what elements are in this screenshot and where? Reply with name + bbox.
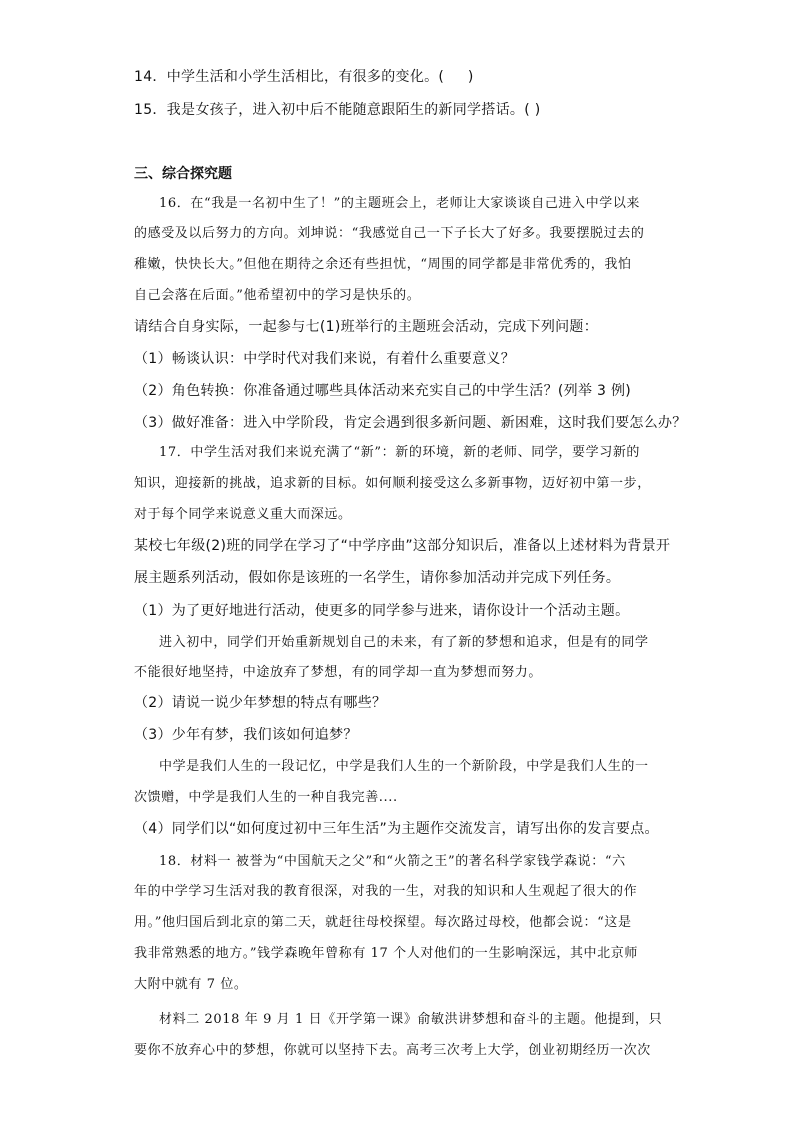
q16-sub-1: （1）畅谈认识：中学时代对我们来说，有着什么重要意义？ — [134, 351, 516, 367]
q16-material-line-1: 16．在“我是一名初中生了！”的主题班会上，老师让大家谈谈自己进入中学以来 — [159, 196, 641, 211]
q17-material3-line-1: 中学是我们人生的一段记忆，中学是我们人生的一个新阶段，中学是我们人生的一 — [159, 759, 649, 774]
q17-sub-1: （1）为了更好地进行活动，使更多的同学参与进来，请你设计一个活动主题。 — [134, 603, 630, 619]
q16-material-line-4: 自己会落在后面。”他希望初中的学习是快乐的。 — [134, 288, 421, 303]
q18-material2-line-1: 材料二 2018 年 9 月 1 日《开学第一课》俞敏洪讲梦想和奋斗的主题。他提到，只 — [159, 1012, 663, 1027]
q18-material1-line-3: 用。”他归国后到北京的第二天，就赶往母校探望。每次路过母校，他都会说：“这是 — [134, 915, 632, 930]
q16-sub-3: （3）做好准备：进入中学阶段，肯定会遇到很多新问题、新困难，这时我们要怎么办？ — [134, 415, 687, 431]
q17-sub-2: （2）请说一说少年梦想的特点有哪些？ — [134, 695, 387, 711]
q17-prompt-line-2: 展主题系列活动，假如你是该班的一名学生，请你参加活动并完成下列任务。 — [134, 570, 621, 586]
q17-sub-4: （4）同学们以“如何度过初中三年生活”为主题作交流发言，请写出你的发言要点。 — [134, 821, 659, 837]
q17-material-line-2: 知识，迎接新的挑战，追求新的目标。如何顺利接受这么多新事物，迈好初中第一步， — [134, 476, 651, 491]
q17-sub-3: （3）少年有梦，我们该如何追梦？ — [134, 727, 358, 743]
q16-prompt: 请结合自身实际，一起参与七(1)班举行的主题班会活动，完成下列问题： — [134, 319, 599, 335]
q17-material2-line-2: 不能很好地坚持，中途放弃了梦想，有的同学却一直为梦想而努力。 — [134, 665, 543, 680]
q18-material1-line-2: 年的中学学习生活对我的教育很深，对我的一生，对我的知识和人生观起了很大的作 — [134, 884, 638, 899]
q17-material-line-1: 17．中学生活对我们来说充满了“新”：新的环境，新的老师、同学，要学习新的 — [159, 445, 641, 460]
question-14: 14．中学生活和小学生活相比，有很多的变化。( ) — [134, 69, 474, 85]
q18-material2-line-2: 要你不放弃心中的梦想，你就可以坚持下去。高考三次考上大学，创业初期经历一次次 — [134, 1043, 651, 1058]
section-title: 三、综合探究题 — [134, 166, 232, 182]
q17-prompt-line-1: 某校七年级(2)班的同学在学习了“中学序曲”这部分知识后，准备以上述材料为背景开 — [134, 538, 671, 554]
q18-material1-line-5: 大附中就有 7 位。 — [134, 977, 248, 992]
q18-material1-line-4: 我非常熟悉的地方。”钱学森晚年曾称有 17 个人对他们的一生影响深远，其中北京师 — [134, 946, 638, 961]
q17-material-line-3: 对于每个同学来说意义重大而深远。 — [134, 507, 352, 522]
question-15: 15．我是女孩子，进入初中后不能随意跟陌生的新同学搭话。( ) — [134, 102, 541, 118]
q16-material-line-3: 稚嫩，快快长大。”但他在期待之余还有些担忧，“周围的同学都是非常优秀的，我怕 — [134, 257, 632, 272]
q18-material1-line-1: 18．材料一 被誉为“中国航天之父”和“火箭之王”的著名科学家钱学森说：“六 — [159, 854, 626, 869]
q17-material2-line-1: 进入初中，同学们开始重新规划自己的未来，有了新的梦想和追求，但是有的同学 — [159, 635, 649, 650]
q16-material-line-2: 的感受及以后努力的方向。刘坤说：“我感觉自己一下子长大了好多。我要摆脱过去的 — [134, 226, 645, 241]
q17-material3-line-2: 次馈赠，中学是我们人生的一种自我完善.... — [134, 790, 398, 805]
q16-sub-2: （2）角色转换：你准备通过哪些具体活动来充实自己的中学生活？(列举 3 例) — [134, 383, 632, 399]
